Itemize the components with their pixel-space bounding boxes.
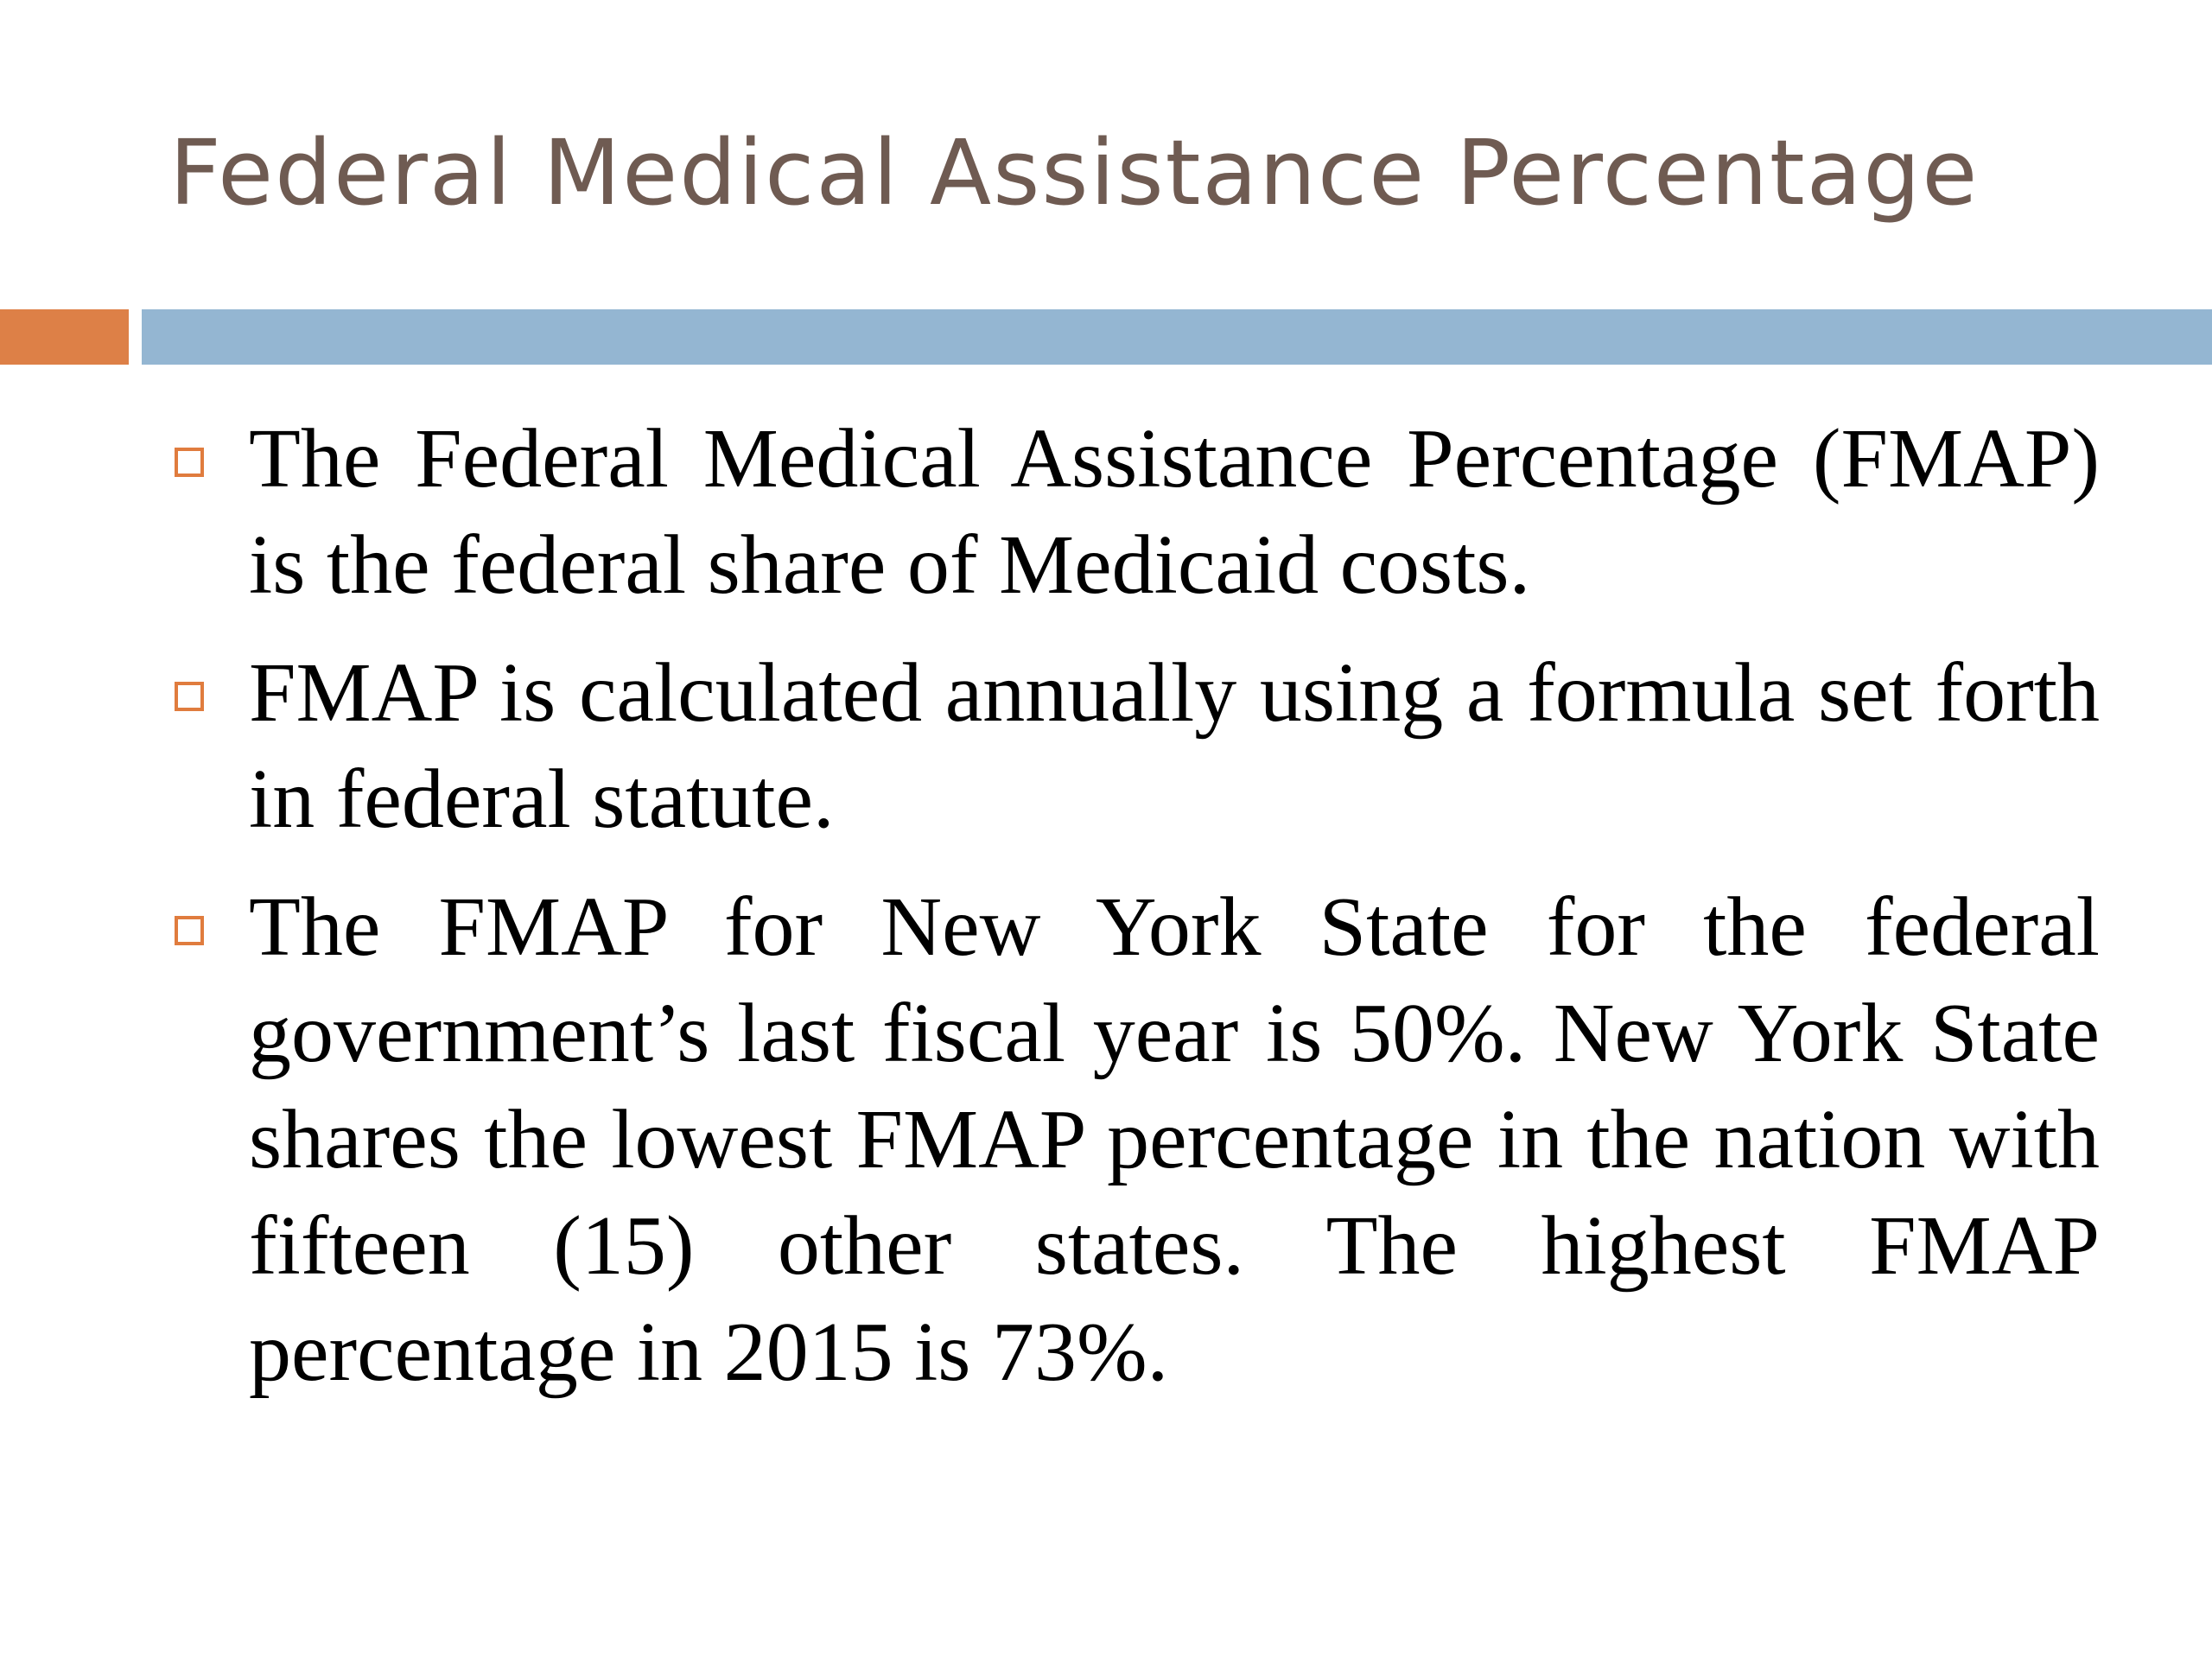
bullet-item-fmap-definition [173,406,2100,619]
bullet-text: The FMAP for New York State for the federal government’s last fiscal year is 50%. New York State shares the lowest FMAP percentage in the nation with fifteen (15) other states. The highest FMAP percentage in 2015 is 73%. [249,880,2100,1399]
title-accent-bar [0,309,129,365]
square-bullet-icon [175,448,204,477]
square-bullet-icon [175,916,204,945]
bullet-item-new-york-fmap [173,874,2100,1406]
slide-title: Federal Medical Assistance Percentage [169,120,1980,226]
title-rule-bar [142,309,2212,365]
bullet-list [173,406,2100,1427]
bullet-item-fmap-calculation [173,640,2100,853]
bullet-text: FMAP is calculated annually using a formula set forth in federal statute. [249,646,2100,846]
bullet-text: The Federal Medical Assistance Percentage (FMAP) is the federal share of Medicaid costs. [249,412,2100,612]
square-bullet-icon [175,682,204,711]
